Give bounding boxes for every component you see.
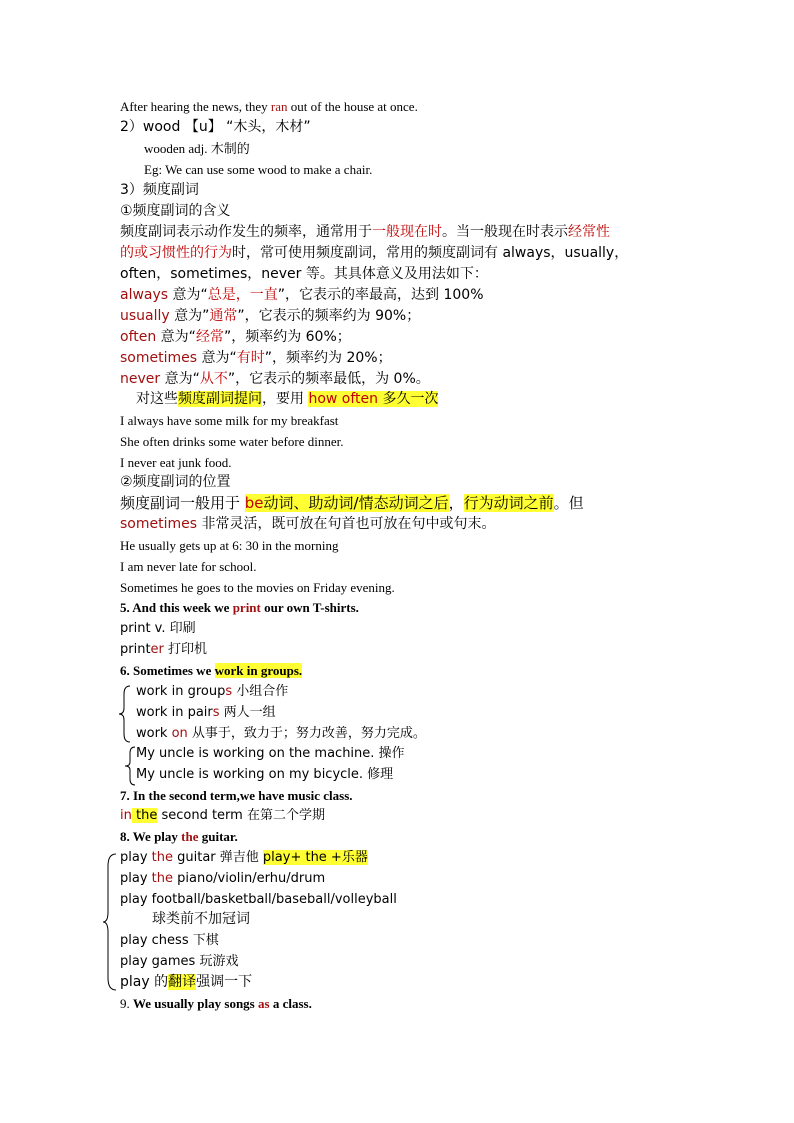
line-work-on: work on 从事于，致力于；努力改善，努力完成。 [136,726,426,741]
line-after-hearing: After hearing the news, they ran out of the house at once. [120,99,418,114]
line-play-the-instruments: play the piano/violin/erhu/drum [120,871,326,886]
line-often: often 意为“经常”，频率约为 60%； [120,329,351,345]
para-meaning-3: often，sometimes，never 等。其具体意义及用法如下： [120,266,488,282]
line-play-the-guitar: play the guitar 弹吉他 play+ the +乐器 [120,850,368,865]
example-working-bicycle: My uncle is working on my bicycle. 修理 [136,767,394,782]
line-work-in-pairs: work in pairs 两人一组 [136,705,276,720]
para-position-1: 频度副词一般用于 be动词、助动词/情态动词之后，行为动词之前。但 [120,494,584,512]
heading-5-print: 5. And this week we print our own T-shirts. [120,600,359,615]
line-always: always 意为“总是，一直”，它表示的率最高，达到 100% [120,287,484,303]
example-working-machine: My uncle is working on the machine. 操作 [136,746,405,761]
line-wooden: wooden adj. 木制的 [144,141,250,156]
line-never: never 意为“从不”，它表示的频率最低，为 0%。 [120,371,430,387]
subheading-position: ②频度副词的位置 [120,474,231,490]
line-print-v: print v. 印刷 [120,621,196,636]
line-wood-example: Eg: We can use some wood to make a chair. [144,162,373,177]
line-play-translation: play 的翻译强调一下 [120,974,253,990]
example-movies: Sometimes he goes to the movies on Friday evening. [120,580,395,595]
heading-7-term: 7. In the second term,we have music class. [120,788,353,803]
example-gets-up: He usually gets up at 6: 30 in the morning [120,538,339,553]
para-meaning-2: 的或习惯性的行为时，常可使用频度副词，常用的频度副词有 always，usually， [120,245,629,261]
example-never: I never eat junk food. [120,455,232,470]
line-wood: 2）wood 【u】 “木头，木材” [120,119,311,135]
line-play-chess: play chess 下棋 [120,933,219,948]
example-always: I always have some milk for my breakfast [120,413,339,428]
brace-left [102,852,118,992]
line-play-ball-games: play football/basketball/baseball/volleyball [120,892,397,907]
heading-8-guitar: 8. We play the guitar. [120,829,238,844]
line-usually: usually 意为”通常”，它表示的频率约为 90%； [120,308,421,324]
heading-6-groups: 6. Sometimes we work in groups. [120,663,303,678]
line-sometimes: sometimes 意为“有时”，频率约为 20%； [120,350,392,366]
subheading-meaning: ①频度副词的含义 [120,203,231,219]
line-how-often: 对这些频度副词提问，要用 how often 多久一次 [136,391,439,407]
example-often: She often drinks some water before dinner. [120,434,344,449]
line-second-term: in the second term 在第二个学期 [120,808,325,823]
heading-frequency-adverbs: 3）频度副词 [120,182,199,198]
line-no-article-rule: 球类前不加冠词 [152,911,250,927]
example-never-late: I am never late for school. [120,559,257,574]
brace-left [118,684,134,744]
heading-9-songs: 9. We usually play songs as a class. [120,996,312,1011]
para-meaning-1: 频度副词表示动作发生的频率，通常用于一般现在时。当一般现在时表示经常性 [120,224,610,240]
para-position-2: sometimes 非常灵活，既可放在句首也可放在句中或句末。 [120,516,496,532]
line-printer: printer 打印机 [120,642,208,657]
line-work-in-groups: work in groups 小组合作 [136,684,289,699]
line-play-games: play games 玩游戏 [120,954,239,969]
